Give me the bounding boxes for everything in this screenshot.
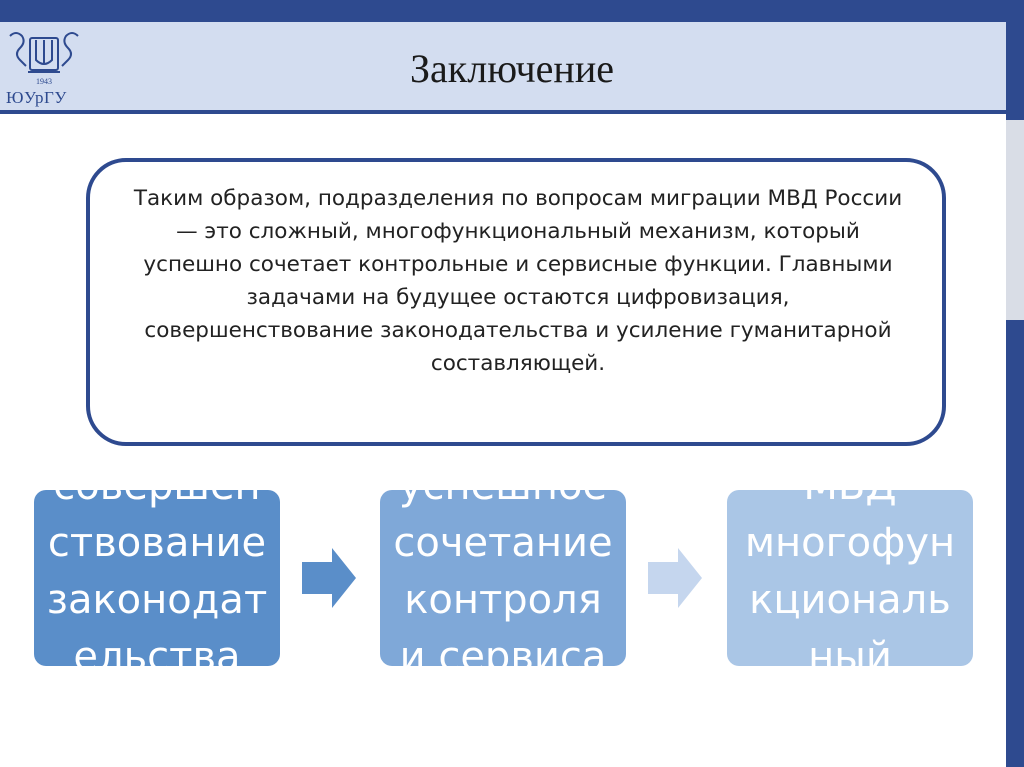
box-line: контроля (404, 577, 602, 623)
box-line: ствование (47, 520, 267, 566)
conclusion-text: Таким образом, подразделения по вопросам миграции МВД России — это сложный, многофункциональный механизм, который успешно сочетает контрольные и сервисные функции. Главными задачами на будущее остаются цифровизация, совершенствование законодательства и усиление гуманитарной составляющей. (133, 186, 903, 376)
box-line: успешное (398, 463, 608, 509)
process-box-2 (380, 463, 626, 680)
box-line: законодат (46, 577, 268, 623)
box-line: ельства (73, 634, 241, 680)
right-bar-accent (1006, 120, 1024, 320)
logo-year: 1943 (36, 77, 52, 86)
box-line: МВД (803, 463, 897, 509)
box-line: и сервиса (399, 634, 607, 680)
process-box-3 (727, 463, 973, 680)
page-title: Заключение (410, 46, 614, 91)
box-line: многофун (744, 520, 956, 566)
right-bar (1006, 0, 1024, 767)
box-line: совершен (53, 463, 261, 509)
arrow-right-icon (648, 548, 704, 608)
arrow-right-icon (302, 548, 358, 608)
box-line: сочетание (393, 520, 613, 566)
header-divider (0, 110, 1006, 114)
box-line: кциональ (749, 577, 951, 623)
box-line: ный (808, 634, 892, 680)
logo-caption: ЮУрГУ (6, 88, 67, 107)
process-box-1 (34, 463, 280, 680)
top-bar (0, 0, 1024, 22)
